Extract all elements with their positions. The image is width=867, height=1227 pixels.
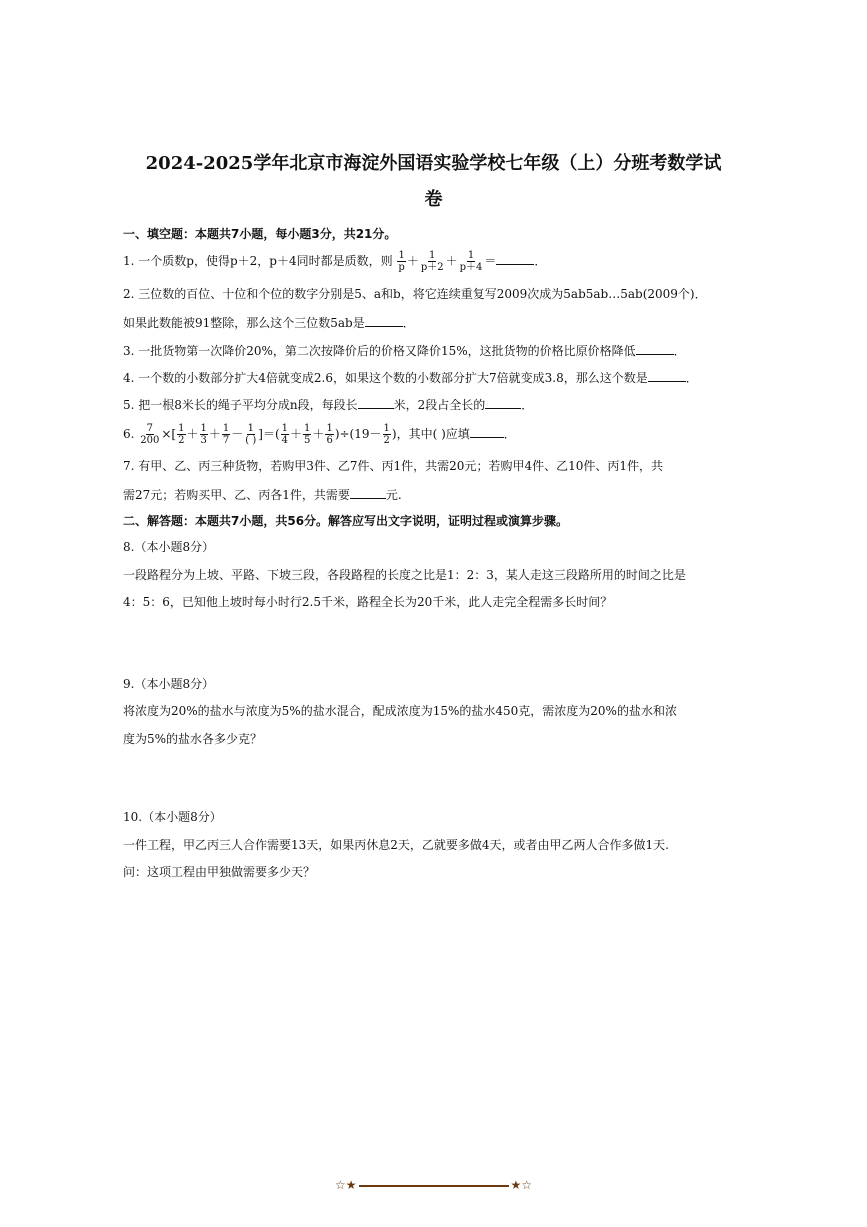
question-10-line-1: 一件工程，甲乙丙三人合作需要13天，如果丙休息2天，乙就要多做4天，或者由甲乙两人合作多做1天. — [123, 838, 669, 852]
question-10-line-2: 问：这项工程由甲独做需要多少天？ — [123, 865, 316, 879]
footer-star-left: ☆★ — [334, 1178, 357, 1192]
q1-fraction-2: $\frac{1}{p+2}$ — [420, 250, 444, 273]
footer-star-right: ★☆ — [510, 1178, 533, 1192]
q6-answer-blank[interactable] — [470, 425, 504, 438]
question-6: 6. $\frac{7}{200}$ ×[ $\frac{1}{2}$ ＋ $\frac{1}{3}$ ＋ $\frac{1}{7}$ － $\frac{1}{( )}$ ]＝( $\frac{1}{4}$ ＋ $\frac{1}{5}$ ＋ $\frac{1}{6}$ )÷(19－ $\frac{1}{2}$ )，其中( )应填 ． — [123, 423, 516, 446]
question-9-line-2: 度为5%的盐水各多少克？ — [123, 732, 263, 746]
q6-fraction-lead: $\frac{7}{200}$ — [140, 423, 160, 446]
question-8-line-2: 4：5：6，已知他上坡时每小时行2.5千米，路程全长为20千米，此人走完全程需多长时间？ — [123, 595, 613, 609]
page-footer — [0, 1178, 867, 1192]
question-8-header: 8.（本小题8分） — [123, 540, 215, 554]
question-2-line-2: 如果此数能被91整除，那么这个三位数5ab是 ． — [123, 316, 415, 330]
question-7-line-2: 需27元；若购买甲、乙、丙各1件，共需要 元. — [123, 488, 402, 502]
question-2-line-1: 2. 三位数的百位、十位和个位的数字分别是5、a和b，将它连续重复写2009次成为5ab5ab…5ab(2009个)． — [123, 287, 707, 301]
q3-answer-blank[interactable] — [636, 342, 674, 355]
question-1: 1. 一个质数p，使得p＋2，p＋4同时都是质数，则 $\frac{1}{p}$ ＋ $\frac{1}{p+2}$ ＋ $\frac{1}{p+4}$ ＝ ． — [123, 250, 547, 273]
question-7-line-1: 7. 有甲、乙、丙三种货物，若购甲3件、乙7件、丙1件，共需20元；若购甲4件、乙10件、丙1件，共 — [123, 459, 663, 473]
question-9-header: 9.（本小题8分） — [123, 677, 215, 691]
q5-answer-blank-2[interactable] — [485, 396, 521, 409]
question-5: 5. 把一根8米长的绳子平均分成n段，每段长 米，2段占全长的 ． — [123, 398, 534, 412]
q7-answer-blank[interactable] — [350, 486, 386, 499]
question-9-line-1: 将浓度为20%的盐水与浓度为5%的盐水混合，配成浓度为15%的盐水450克，需浓度为20%的盐水和浓 — [123, 704, 677, 718]
section-heading-solutions: 二、解答题：本题共7小题，共56分。解答应写出文字说明，证明过程或演算步骤。 — [123, 514, 569, 528]
page-title-line-1: 2024-2025学年北京市海淀外国语实验学校七年级（上）分班考数学试 — [145, 153, 722, 174]
q4-answer-blank[interactable] — [648, 369, 686, 382]
question-8-line-1: 一段路程分为上坡、平路、下坡三段，各段路程的长度之比是1：2：3，某人走这三段路所用的时间之比是 — [123, 568, 686, 582]
question-10-header: 10.（本小题8分） — [123, 810, 222, 824]
q1-fraction-3: $\frac{1}{p+4}$ — [459, 250, 483, 273]
q5-answer-blank-1[interactable] — [358, 396, 394, 409]
footer-divider — [359, 1185, 509, 1187]
question-4: 4. 一个数的小数部分扩大4倍就变成2.6，如果这个数的小数部分扩大7倍就变成3.8，那么这个数是 ． — [123, 371, 698, 385]
question-3: 3. 一批货物第一次降价20%，第二次按降价后的价格又降价15%，这批货物的价格比原价格降低 ． — [123, 344, 686, 358]
q2-answer-blank[interactable] — [365, 314, 403, 327]
q1-fraction-1: $\frac{1}{p}$ — [398, 250, 405, 273]
q1-prefix: 1. 一个质数p，使得p＋2，p＋4同时都是质数，则 — [123, 254, 393, 268]
q1-answer-blank[interactable] — [496, 252, 534, 265]
page-title-line-2: 卷 — [424, 189, 443, 210]
section-heading-fill-in: 一、填空题：本题共7小题，每小题3分，共21分。 — [123, 227, 397, 241]
